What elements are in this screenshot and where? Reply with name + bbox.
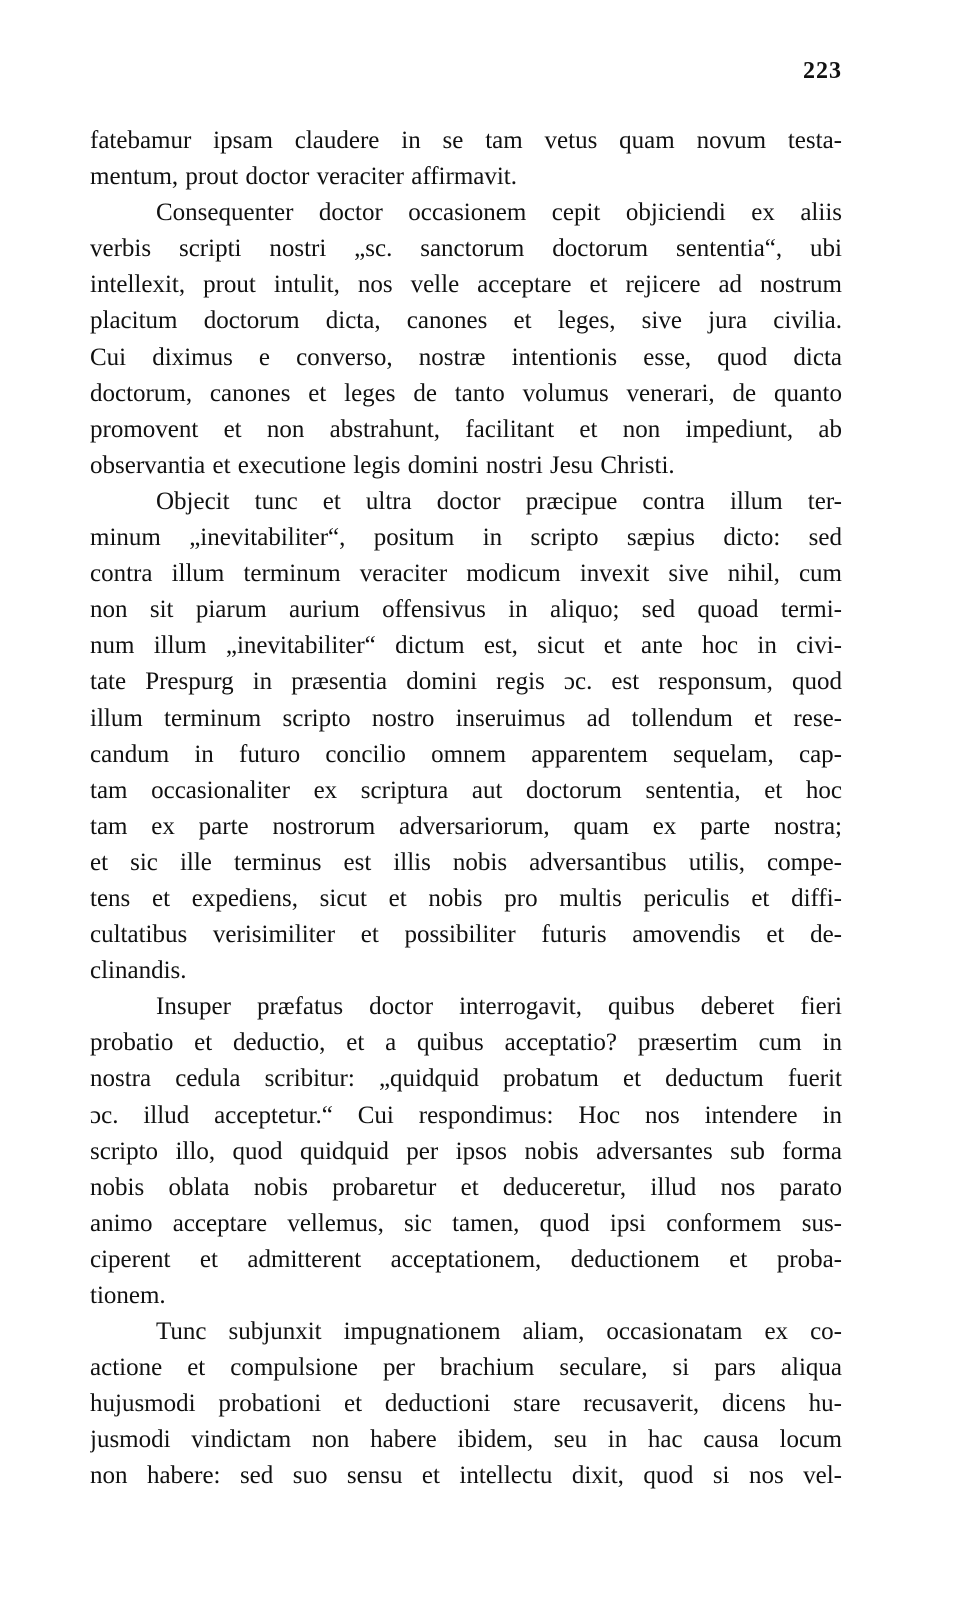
text-line: nobis oblata nobis probaretur et deduceretur, illud nos parato — [90, 1173, 842, 1201]
text-line: promovent et non abstrahunt, facilitant et non impediunt, ab — [90, 415, 842, 443]
paragraph-3 — [90, 484, 842, 989]
paragraph-5 — [90, 1314, 842, 1494]
text-line: placitum doctorum dicta, canones et leges, sive jura civilia. — [90, 307, 842, 335]
text-line: ɔc. illud acceptetur.“ Cui respondimus: Hoc nos intendere in — [90, 1101, 842, 1129]
text-line: verbis scripti nostri „sc. sanctorum doctorum sententia“, ubi — [90, 235, 842, 263]
text-line: scripto illo, quod quidquid per ipsos nobis adversantes sub forma — [90, 1137, 842, 1165]
paragraph-4 — [90, 989, 842, 1314]
text-line: num illum „inevitabiliter“ dictum est, sicut et ante hoc in civi- — [90, 632, 842, 660]
text-line: minum „inevitabiliter“, positum in scripto sæpius dicto: sed — [90, 524, 842, 552]
text-line: actione et compulsione per brachium seculare, si pars aliqua — [90, 1354, 842, 1382]
text-line: tam ex parte nostrorum adversariorum, quam ex parte nostra; — [90, 812, 842, 840]
text-line: intellexit, prout intulit, nos velle acceptare et rejicere ad nostrum — [90, 271, 842, 299]
text-line: doctorum, canones et leges de tanto volumus venerari, de quanto — [90, 379, 842, 407]
text-line: Objecit tunc et ultra doctor præcipue contra illum ter- — [156, 487, 842, 515]
text-line: illum terminum scripto nostro inseruimus ad tollendum et rese- — [90, 704, 842, 732]
text-line: clinandis. — [90, 957, 187, 985]
text-line: tens et expediens, sicut et nobis pro multis periculis et diffi- — [90, 884, 842, 912]
text-line: observantia et executione legis domini nostri Jesu Christi. — [90, 451, 675, 479]
text-line: non sit piarum aurium offensivus in aliquo; sed quoad termi- — [90, 596, 842, 624]
text-line: animo acceptare vellemus, sic tamen, quod ipsi conformem sus- — [90, 1209, 842, 1237]
body-text — [90, 123, 842, 1495]
text-line: Cui diximus e converso, nostræ intentionis esse, quod dicta — [90, 343, 842, 371]
text-line: mentum, prout doctor veraciter affirmavit. — [90, 163, 517, 191]
text-line: hujusmodi probationi et deductioni stare recusaverit, dicens hu- — [90, 1390, 842, 1418]
text-line: non habere: sed suo sensu et intellectu dixit, quod si nos vel- — [90, 1462, 842, 1490]
text-line: Tunc subjunxit impugnationem aliam, occasionatam ex co- — [156, 1318, 842, 1346]
text-line: contra illum terminum veraciter modicum invexit sive nihil, cum — [90, 560, 842, 588]
text-line: Consequenter doctor occasionem cepit objiciendi ex aliis — [156, 199, 842, 227]
text-line: probatio et deductio, et a quibus acceptatio? præsertim cum in — [90, 1029, 842, 1057]
paragraph-2 — [90, 195, 842, 484]
text-line: tam occasionaliter ex scriptura aut doctorum sententia, et hoc — [90, 776, 842, 804]
page-number: 223 — [803, 58, 842, 84]
text-line: nostra cedula scribitur: „quidquid probatum et deductum fuerit — [90, 1065, 842, 1093]
text-line: fatebamur ipsam claudere in se tam vetus quam novum testa- — [90, 127, 842, 154]
text-line: tionem. — [90, 1282, 166, 1309]
text-line: cultatibus verisimiliter et possibiliter futuris amovendis et de- — [90, 921, 842, 949]
text-line: Insuper præfatus doctor interrogavit, quibus deberet fieri — [156, 993, 842, 1021]
text-line: ciperent et admitterent acceptationem, deductionem et proba- — [90, 1245, 842, 1273]
text-line: et sic ille terminus est illis nobis adversantibus utilis, compe- — [90, 848, 842, 876]
text-line: jusmodi vindictam non habere ibidem, seu in hac causa locum — [90, 1426, 842, 1454]
text-line: tate Prespurg in præsentia domini regis ɔc. est responsum, quod — [90, 668, 842, 696]
paragraph-1 — [90, 123, 842, 195]
text-line: candum in futuro concilio omnem apparentem sequelam, cap- — [90, 740, 842, 768]
